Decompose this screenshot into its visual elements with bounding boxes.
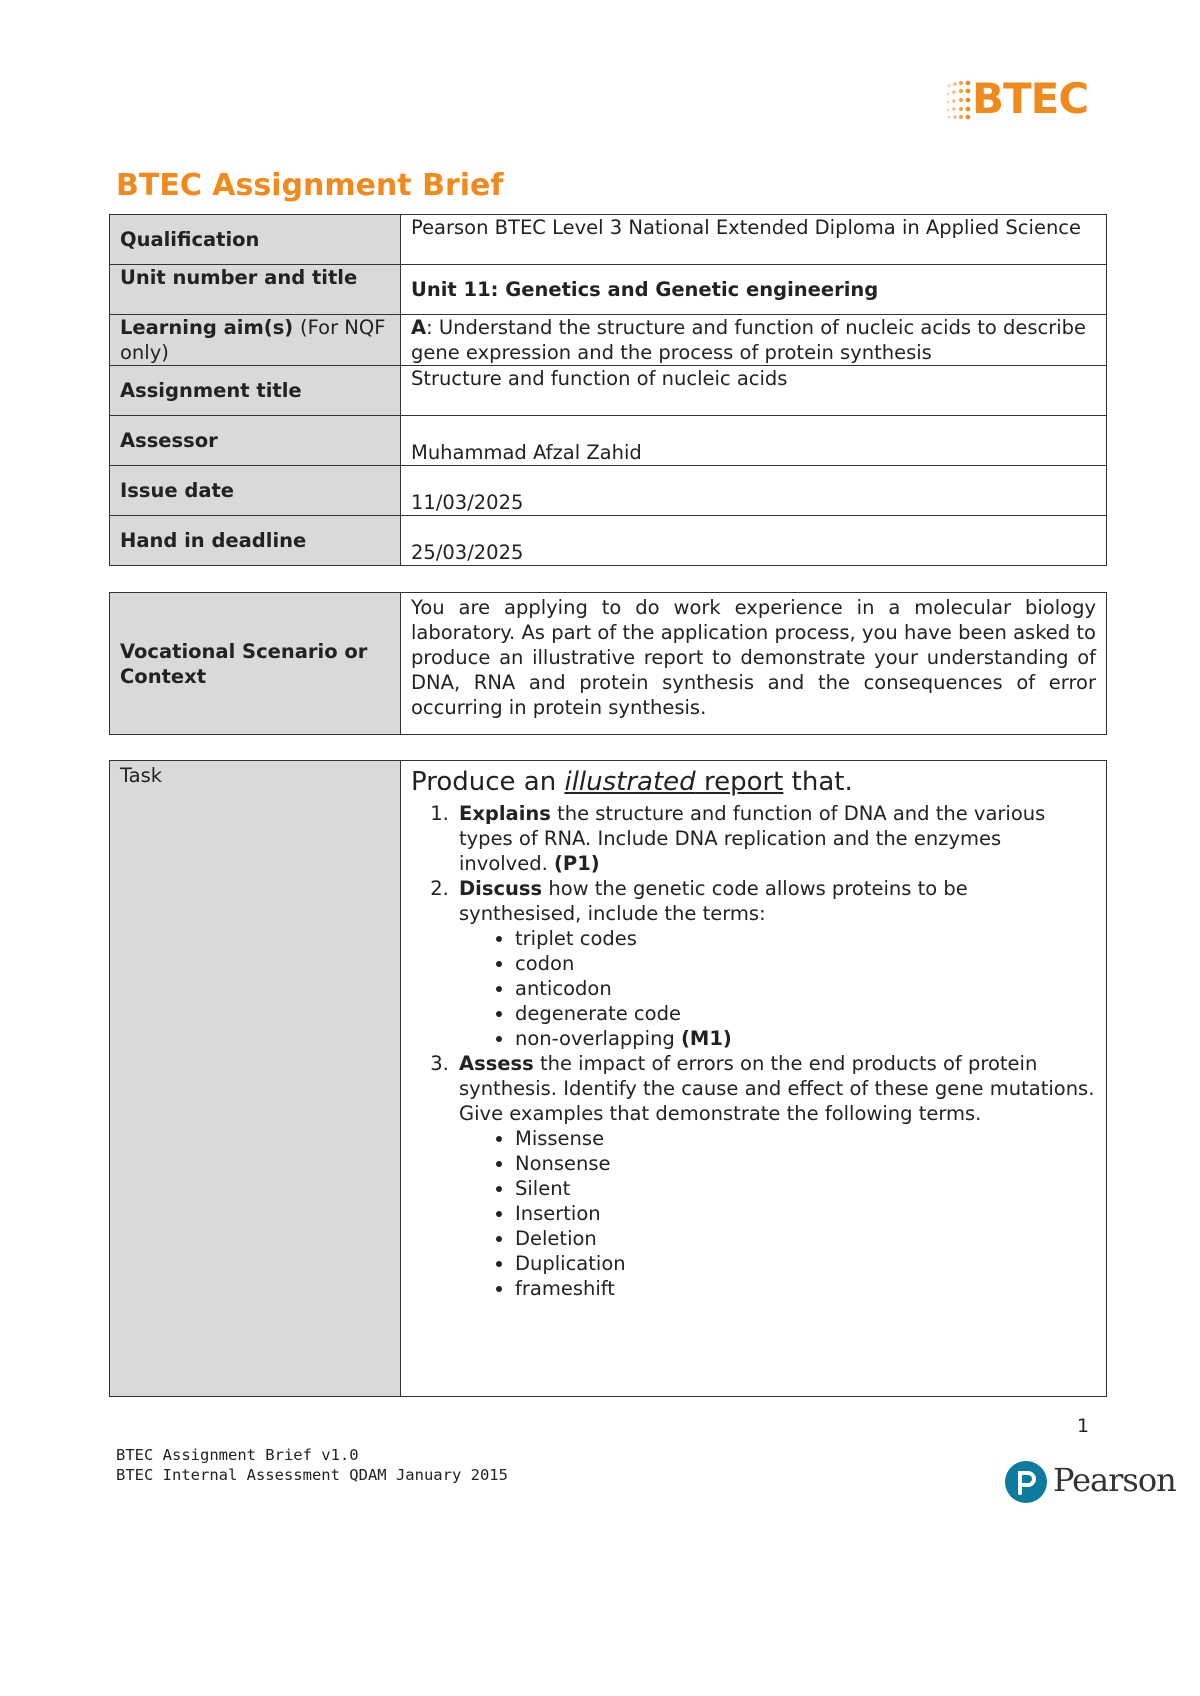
learning-aim-label-text: Learning aim(s) <box>120 316 294 339</box>
task-verb: Assess <box>459 1052 534 1075</box>
criterion-m1: (M1) <box>681 1027 732 1050</box>
details-row-assignment-title <box>110 366 1107 416</box>
mutation-terms <box>411 1126 1096 1301</box>
btec-logo: BTEC <box>972 74 1089 123</box>
task-row <box>110 761 1107 1397</box>
task-text: the structure and function of DNA and the various types of RNA. Include DNA replication and the enzymes involved. <box>459 802 1046 875</box>
task-verb: Discuss <box>459 877 543 900</box>
page-number: 1 <box>1077 1415 1090 1437</box>
deadline-value: 25/03/2025 <box>401 516 1107 566</box>
genetic-code-terms <box>411 926 1096 1051</box>
details-row-unit <box>110 265 1107 315</box>
list-item: • Insertion <box>515 1201 1096 1226</box>
details-row-deadline <box>110 516 1107 566</box>
term-text: non-overlapping <box>515 1027 682 1050</box>
details-row-assessor <box>110 416 1107 466</box>
details-row-learning-aim <box>110 315 1107 366</box>
task-item-assess <box>455 1051 1096 1126</box>
assessor-label: Assessor <box>110 416 401 466</box>
task-content <box>401 761 1107 1397</box>
task-label: Task <box>110 761 401 1397</box>
task-verb: Explains <box>459 802 551 825</box>
deadline-label: Hand in deadline <box>110 516 401 566</box>
details-row-qualification <box>110 215 1107 265</box>
list-item <box>515 1026 1096 1051</box>
learning-aim-note: (For NQF only) <box>120 316 386 364</box>
list-item: • degenerate code <box>515 1001 1096 1026</box>
qualification-value: Pearson BTEC Level 3 National Extended Diploma in Applied Science <box>401 215 1107 265</box>
task-item-discuss <box>455 876 1096 926</box>
list-item: • Nonsense <box>515 1151 1096 1176</box>
assignment-title-label: Assignment title <box>110 366 401 416</box>
issue-date-label: Issue date <box>110 466 401 516</box>
task-heading-pre: Produce an <box>411 767 565 797</box>
criterion-p1: (P1) <box>553 852 600 875</box>
learning-aim-prefix: A <box>411 316 427 339</box>
scenario-text: You are applying to do work experience in a molecular biology laboratory. As part of the application process, you have been asked to produce an illustrative report to demonstrate your understanding of DNA, RNA and protein synthesis and the consequences of error occurring in protein synthesis. <box>401 593 1107 735</box>
list-item: • Duplication <box>515 1251 1096 1276</box>
learning-aim-value <box>401 315 1107 366</box>
task-table <box>109 760 1107 1397</box>
unit-label: Unit number and title <box>110 265 401 315</box>
task-heading-mid: report <box>695 767 784 797</box>
issue-date-value: 11/03/2025 <box>401 466 1107 516</box>
list-item: • Deletion <box>515 1226 1096 1251</box>
scenario-label: Vocational Scenario or Context <box>110 593 401 735</box>
pearson-logo-icon <box>1004 1460 1048 1504</box>
qualification-label: Qualification <box>110 215 401 265</box>
task-list-continued <box>411 1051 1096 1126</box>
task-list <box>411 801 1096 926</box>
assignment-title-value: Structure and function of nucleic acids <box>401 366 1107 416</box>
list-item: • Silent <box>515 1176 1096 1201</box>
list-item: • codon <box>515 951 1096 976</box>
task-heading <box>411 765 1096 799</box>
page-title: BTEC Assignment Brief <box>116 168 504 203</box>
unit-value: Unit 11: Genetics and Genetic engineering <box>401 265 1107 315</box>
details-row-issue-date <box>110 466 1107 516</box>
footer-qdam: BTEC Internal Assessment QDAM January 2015 <box>116 1466 508 1484</box>
task-item-explains <box>455 801 1096 876</box>
task-text: how the genetic code allows proteins to be synthesised, include the terms: <box>459 877 968 925</box>
list-item: • Missense <box>515 1126 1096 1151</box>
footer-version: BTEC Assignment Brief v1.0 <box>116 1446 359 1464</box>
list-item: • frameshift <box>515 1276 1096 1301</box>
task-heading-em: illustrated <box>564 767 696 797</box>
btec-logo-dots-icon <box>945 80 973 120</box>
scenario-table <box>109 592 1107 735</box>
assessor-value: Muhammad Afzal Zahid <box>401 416 1107 466</box>
learning-aim-text: : Understand the structure and function of nucleic acids to describe gene expression and the process of protein synthesis <box>411 316 1087 364</box>
list-item: • anticodon <box>515 976 1096 1001</box>
list-item: • triplet codes <box>515 926 1096 951</box>
task-heading-post: that. <box>783 767 853 797</box>
details-table <box>109 214 1107 566</box>
task-text: the impact of errors on the end products of protein synthesis. Identify the cause and effect of these gene mutations. Give examples that demonstrate the following terms. <box>459 1052 1095 1125</box>
pearson-wordmark: Pearson <box>1053 1461 1176 1499</box>
learning-aim-label <box>110 315 401 366</box>
scenario-row <box>110 593 1107 735</box>
